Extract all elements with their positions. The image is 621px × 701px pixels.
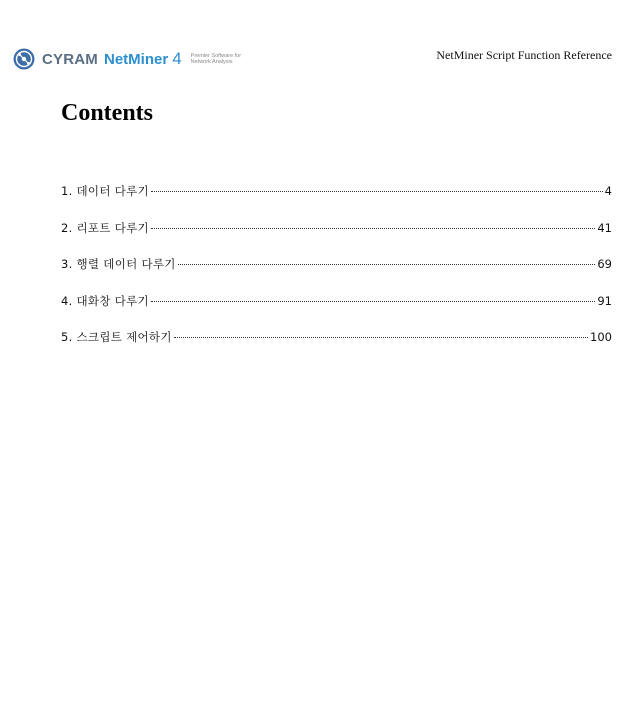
toc-entry-label[interactable]: 4. 대화창 다루기 xyxy=(61,293,149,308)
toc-dot-leader xyxy=(151,191,603,192)
company-logo xyxy=(13,46,251,72)
toc-entry-page-number[interactable]: 4 xyxy=(604,184,612,198)
toc-entry[interactable] xyxy=(61,220,612,257)
toc-entry[interactable] xyxy=(61,183,612,220)
toc-entry-label[interactable]: 1. 데이터 다루기 xyxy=(61,184,149,198)
table-of-contents xyxy=(61,183,612,366)
toc-entry-page-number[interactable]: 41 xyxy=(597,220,612,235)
logo-brand-text: CYRAM xyxy=(42,50,98,68)
toc-dot-leader xyxy=(174,337,588,338)
logo-product-text: NetMiner xyxy=(104,50,169,68)
logo-tagline-line1: Premier Software for xyxy=(190,52,242,59)
toc-entry-label[interactable]: 5. 스크립트 제어하기 xyxy=(61,330,172,344)
toc-entry[interactable] xyxy=(61,329,612,366)
cyram-logo-icon xyxy=(13,48,35,70)
page-header xyxy=(0,0,621,80)
logo-version-text: 4 xyxy=(172,49,182,68)
toc-dot-leader xyxy=(178,264,596,265)
toc-entry[interactable] xyxy=(61,256,612,293)
document-title: NetMiner Script Function Reference xyxy=(436,48,612,62)
toc-entry-page-number[interactable]: 69 xyxy=(597,257,612,271)
logo-tagline-line2: Network Analysis xyxy=(190,59,233,65)
toc-entry-label[interactable]: 3. 행렬 데이터 다루기 xyxy=(61,257,176,271)
logo-tagline xyxy=(191,53,251,66)
toc-dot-leader xyxy=(151,301,595,302)
toc-entry-label[interactable]: 2. 리포트 다루기 xyxy=(61,220,149,235)
toc-entry-page-number[interactable]: 100 xyxy=(590,330,612,344)
toc-dot-leader xyxy=(151,228,595,229)
contents-heading: Contents xyxy=(61,100,154,126)
toc-entry[interactable] xyxy=(61,293,612,330)
toc-entry-page-number[interactable]: 91 xyxy=(597,293,612,308)
